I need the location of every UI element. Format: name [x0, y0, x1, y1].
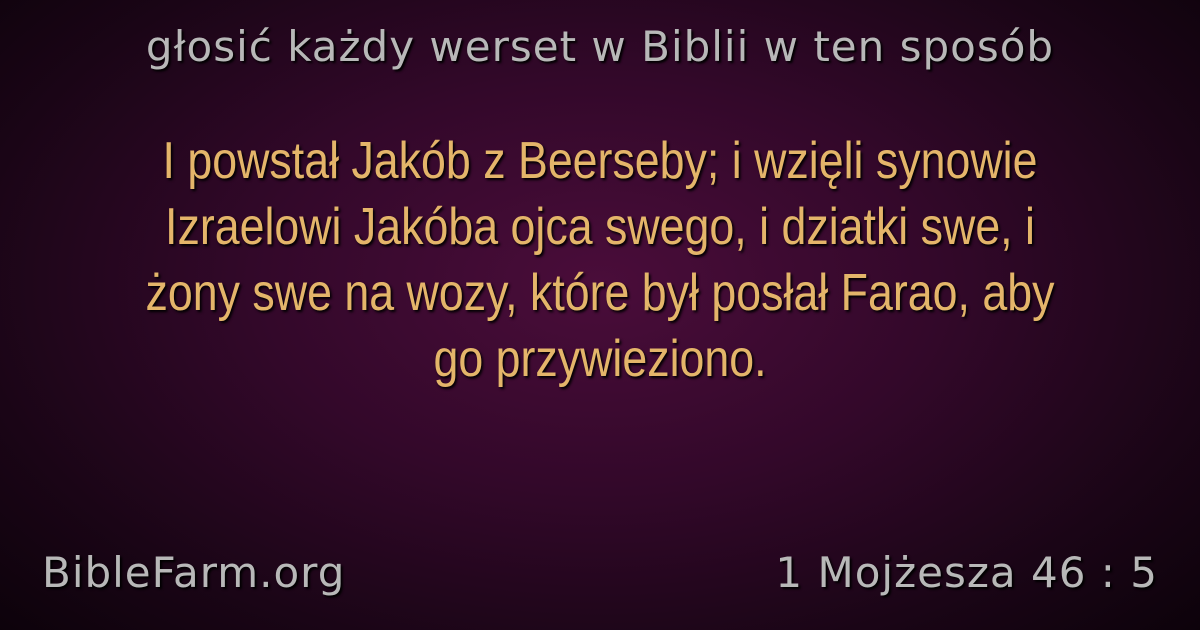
verse-reference: 1 Mojżesza 46 : 5 [775, 548, 1158, 597]
tagline: głosić każdy werset w Biblii w ten sposób [145, 22, 1055, 71]
site-link[interactable]: BibleFarm.org [42, 548, 346, 597]
verse-text: I powstał Jakób z Beerseby; i wzięli synowie Izraelowi Jakóba ojca swego, i dziatki swe, i żony swe na wozy, które był posłał Farao, aby go przywieziono. [145, 132, 1055, 388]
